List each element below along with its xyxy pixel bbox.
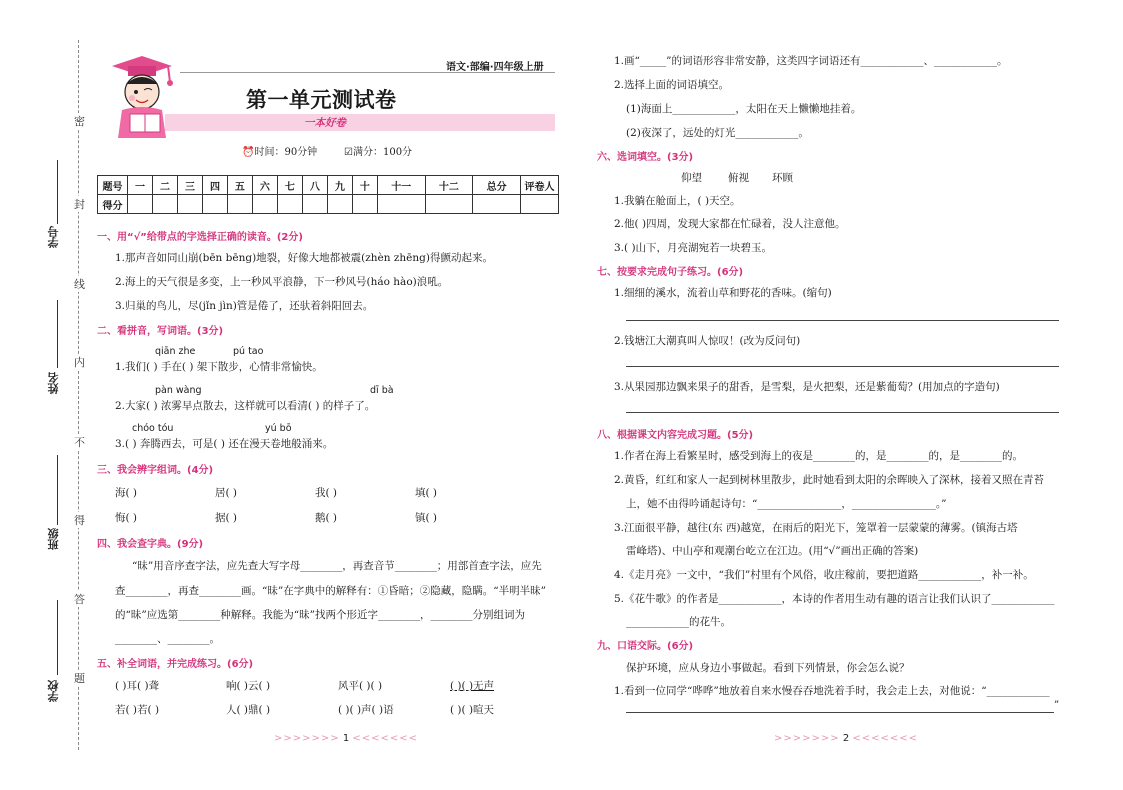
s2-q2: 2.大家( ) 浓雾早点散去，这样就可以看清( ) 的样子了。	[115, 400, 376, 412]
seal-char: 内	[74, 356, 85, 369]
section-8-title: 八、根据课文内容完成习题。(5分)	[597, 430, 754, 441]
page-title: 第一单元测试卷	[246, 88, 397, 112]
subject-tag: 语文·部编·四年级上册	[446, 62, 544, 73]
score-table	[97, 175, 559, 214]
s4-line: 的“昧”应选第________种解释。我能为“昧”找两个形近字________，________分别组词为	[115, 609, 525, 621]
s3-item: 海( )	[115, 487, 138, 499]
s8-q2b: 上，她不由得吟诵起诗句：“________________，________________。”	[626, 498, 947, 510]
school-line[interactable]	[57, 600, 58, 675]
seal-line	[78, 40, 79, 750]
score-cell[interactable]	[377, 195, 425, 214]
score-cell[interactable]	[327, 195, 352, 214]
score-cell[interactable]	[128, 195, 153, 214]
s7-q1: 1.细细的溪水，流着山草和野花的香味。(缩句)	[614, 287, 832, 299]
table-cell: 四	[202, 176, 227, 195]
section-5-title: 五、补全词语，并完成练习。(6分)	[97, 659, 254, 670]
s2-q1: 1.我们( ) 手在( ) 架下散步，心情非常愉快。	[115, 361, 323, 373]
s3-item: 悔( )	[115, 512, 138, 524]
table-cell: 二	[152, 176, 177, 195]
table-cell: 九	[327, 176, 352, 195]
s6-option: 环顾	[772, 172, 793, 184]
score-cell[interactable]	[202, 195, 227, 214]
s8-q5a: 5.《花牛歌》的作者是____________，本诗的作者用生动有趣的语言让我们认识了____________	[614, 593, 1055, 605]
s4-line: 查________，再查________画。“昧”在字典中的解释有：①昏暗；②隐藏，隐瞒。“半明半昧”	[115, 585, 546, 597]
table-cell: 一	[128, 176, 153, 195]
pinyin-label: dī bà	[370, 385, 394, 396]
p2-q2b: (2)夜深了，远处的灯光____________。	[626, 127, 809, 139]
pinyin-label: pàn wàng	[155, 385, 202, 396]
s8-q3b: 雷峰塔)、中山亭和观潮台屹立在江边。(用“√”画出正确的答案)	[626, 545, 919, 557]
s5-item: 人( )鼎( )	[226, 704, 271, 716]
s8-q4: 4.《走月亮》一文中，“我们”村里有个风俗，收庄稼前，要把道路____________，补一补。	[614, 569, 1034, 581]
pinyin-label: qiān zhe	[155, 346, 196, 357]
table-cell: 八	[302, 176, 327, 195]
score-cell[interactable]	[252, 195, 277, 214]
seal-char: 密	[74, 115, 85, 128]
table-row	[98, 176, 559, 195]
class-label: 班级	[47, 528, 60, 550]
closing-quote: ”	[1054, 700, 1060, 711]
clock-icon: ⏰	[242, 147, 255, 158]
table-cell: 十	[352, 176, 377, 195]
table-cell: 总分	[473, 176, 521, 195]
score-cell[interactable]	[227, 195, 252, 214]
student-id-label: 学号	[47, 226, 60, 248]
score-cell[interactable]	[277, 195, 302, 214]
name-line[interactable]	[57, 300, 58, 368]
arrow-left-icon: <<<<<<<	[852, 733, 919, 744]
s9-intro: 保护环境，应从身边小事做起。看到下列情景，你会怎么说？	[626, 662, 910, 674]
section-3-title: 三、我会辨字组词。(4分)	[97, 465, 214, 476]
pinyin-label: pú tao	[233, 346, 264, 357]
score-cell[interactable]	[152, 195, 177, 214]
s5-item: ( )( )声( )语	[338, 704, 394, 716]
seal-char: 题	[74, 672, 85, 685]
s3-item: 填( )	[415, 487, 438, 499]
student-id-line[interactable]	[57, 160, 58, 224]
seal-char: 线	[74, 278, 85, 291]
score-cell[interactable]	[177, 195, 202, 214]
section-6-title: 六、选词填空。(3分)	[597, 152, 694, 163]
pinyin-label: yú bō	[265, 423, 292, 434]
brand-bar	[165, 114, 555, 131]
table-cell: 得分	[98, 195, 128, 214]
arrow-right-icon: >>>>>>>	[274, 733, 340, 744]
name-label: 姓名	[47, 372, 60, 394]
answer-line[interactable]	[626, 366, 1059, 367]
time-info: ⏰时间：90分钟	[242, 147, 318, 158]
section-4-title: 四、我会查字典。(9分)	[97, 539, 204, 550]
class-line[interactable]	[57, 455, 58, 525]
s5-item: 风平( )( )	[338, 680, 383, 692]
page-number-1: >>>>>>> 1 <<<<<<<	[274, 733, 419, 744]
seal-char: 答	[74, 593, 85, 606]
score-cell[interactable]	[352, 195, 377, 214]
s1-q2: 2.海上的天气很是多变，上一秒风平浪静，下一秒风号(háo hào)浪吼。	[115, 276, 449, 288]
s5-item: 响( )云( )	[226, 680, 271, 692]
table-cell: 六	[252, 176, 277, 195]
s8-q5b: ____________的花牛。	[626, 616, 731, 628]
p2-q2a: (1)海面上____________，太阳在天上懒懒地挂着。	[626, 103, 862, 115]
brand-label: 一本好卷	[304, 117, 346, 129]
arrow-left-icon: <<<<<<<	[352, 733, 419, 744]
s6-option: 仰望	[681, 172, 702, 184]
s8-q3a: 3.江面很平静，越往(东 西)越宽，在雨后的阳光下，笼罩着一层蒙蒙的薄雾。(镇海古塔	[614, 522, 1018, 534]
s5-item: 若( )若( )	[115, 704, 160, 716]
s9-q1: 1.看到一位同学“哗哗”地放着自来水慢吞吞地洗着手时，我会走上去，对他说：“____________	[614, 685, 1050, 697]
score-cell[interactable]	[521, 195, 559, 214]
answer-line[interactable]	[626, 412, 1059, 413]
s5-item: ( )( )无声	[450, 680, 495, 692]
s4-line: ________、________。	[115, 633, 220, 645]
s3-item: 居( )	[215, 487, 238, 499]
s6-q3: 3.( )山下，月亮湖宛若一块碧玉。	[614, 242, 773, 254]
page-number-2: >>>>>>> 2 <<<<<<<	[774, 733, 919, 744]
section-2-title: 二、看拼音，写词语。(3分)	[97, 326, 224, 337]
arrow-right-icon: >>>>>>>	[774, 733, 840, 744]
table-cell: 题号	[98, 176, 128, 195]
pinyin-label: chóo tóu	[132, 423, 174, 434]
p2-q1: 1.画“_____”的词语形容非常安静，这类四字词语还有____________、____________。	[614, 55, 1008, 67]
seal-char: 得	[74, 514, 85, 527]
section-9-title: 九、口语交际。(6分)	[597, 641, 694, 652]
score-cell[interactable]	[302, 195, 327, 214]
s7-q3: 3.从果园那边飘来果子的甜香，是雪梨，是火把梨，还是紫葡萄？(用加点的字造句)	[614, 381, 1000, 393]
table-cell: 评卷人	[521, 176, 559, 195]
table-cell: 十一	[377, 176, 425, 195]
s5-item: ( )( )喧天	[450, 704, 495, 716]
s2-q3: 3.( ) 奔腾西去，可是( ) 还在漫天卷地般涌来。	[115, 438, 334, 450]
s3-item: 镇( )	[415, 512, 438, 524]
answer-line[interactable]	[626, 712, 1054, 713]
p2-q2: 2.选择上面的词语填空。	[614, 79, 730, 91]
s6-q2: 2.他( )四周，发现大家都在忙碌着，没人注意他。	[614, 218, 846, 230]
s4-line: “昧”用音序查字法，应先查大写字母________，再查音节________；用部首查字法，应先	[132, 560, 542, 572]
s3-item: 我( )	[315, 487, 338, 499]
s5-item: ( )耳( )聋	[115, 680, 160, 692]
check-box-icon: ☑	[344, 147, 353, 158]
score-cell[interactable]	[425, 195, 473, 214]
answer-line[interactable]	[626, 320, 1059, 321]
score-cell[interactable]	[473, 195, 521, 214]
table-cell: 七	[277, 176, 302, 195]
table-cell: 五	[227, 176, 252, 195]
s8-q1: 1.作者在海上看繁星时，感受到海上的夜是________的，是________的，是________的。	[614, 450, 1024, 462]
s7-q2: 2.钱塘江大潮真叫人惊叹！(改为反问句)	[614, 335, 801, 347]
table-cell: 十二	[425, 176, 473, 195]
s6-q1: 1.我躺在舱面上，( )天空。	[614, 195, 741, 207]
s1-q3: 3.归巢的鸟儿，尽(jǐn jìn)管是倦了，还驮着斜阳回去。	[115, 300, 374, 312]
header-rule	[180, 72, 555, 73]
score-info: ☑满分：100分	[344, 147, 413, 158]
table-row	[98, 195, 559, 214]
section-1-title: 一、用“√”给带点的字选择正确的读音。(2分)	[97, 232, 303, 243]
table-cell: 三	[177, 176, 202, 195]
s6-option: 俯视	[728, 172, 749, 184]
seal-char: 不	[74, 436, 85, 449]
school-label: 学校	[47, 680, 60, 702]
s8-q2a: 2.黄昏，红红和家人一起到树林里散步，此时她看到太阳的余晖映入了深林，接着又照在青苔	[614, 474, 1045, 486]
seal-char: 封	[74, 198, 85, 211]
section-7-title: 七、按要求完成句子练习。(6分)	[597, 267, 744, 278]
s1-q1: 1.那声音如同山崩(bēn bēng)地裂，好像大地都被震(zhèn zhēng)得颤动起来。	[115, 252, 493, 264]
s3-item: 鹅( )	[315, 512, 338, 524]
s3-item: 据( )	[215, 512, 238, 524]
